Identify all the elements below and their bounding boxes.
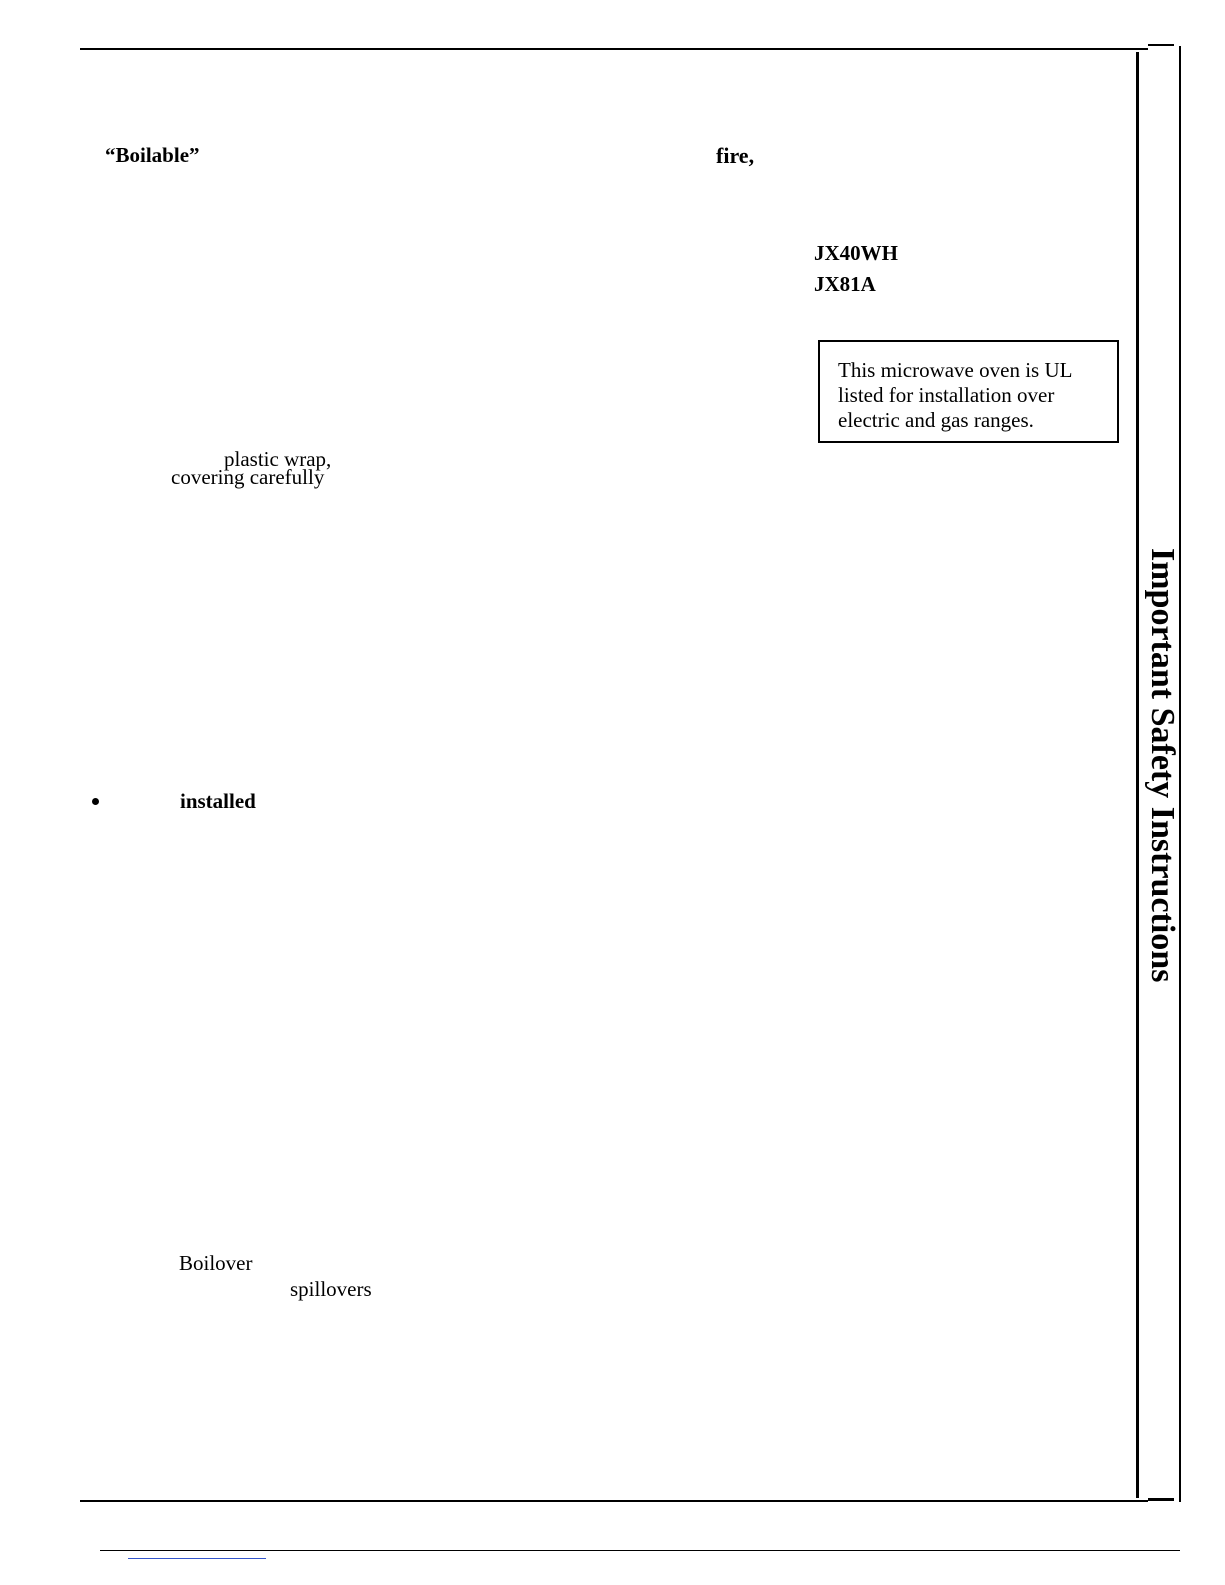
note-line-2: listed for installation over [838,383,1055,407]
sidebar-bottom-cap [1148,1498,1174,1501]
footer-rule [100,1550,1180,1551]
fire-text: fire, [716,143,755,168]
plastic-wrap-text: plastic wrap, [224,447,332,471]
footer-link-underline [128,1558,266,1559]
bullet-marker [92,798,99,805]
model-jx40wh: JX40WH [814,241,898,265]
installed-text: installed [180,789,256,813]
note-line-3: electric and gas ranges. [838,408,1034,432]
boilover-text: Boilover [179,1251,253,1275]
bottom-rule [80,1500,1148,1502]
spillovers-text: spillovers [290,1277,372,1301]
sidebar-section-title: Important Safety Instructions [1144,548,1181,983]
ul-listing-note [818,340,1119,443]
top-rule [80,48,1148,50]
covering-carefully-text: covering carefully [171,465,325,489]
model-jx81a: JX81A [814,272,876,296]
sidebar-top-cap [1148,44,1174,46]
sidebar-left-rule [1136,52,1139,1498]
boilable-text: “Boilable” [105,143,200,167]
note-line-1: This microwave oven is UL [838,358,1073,382]
